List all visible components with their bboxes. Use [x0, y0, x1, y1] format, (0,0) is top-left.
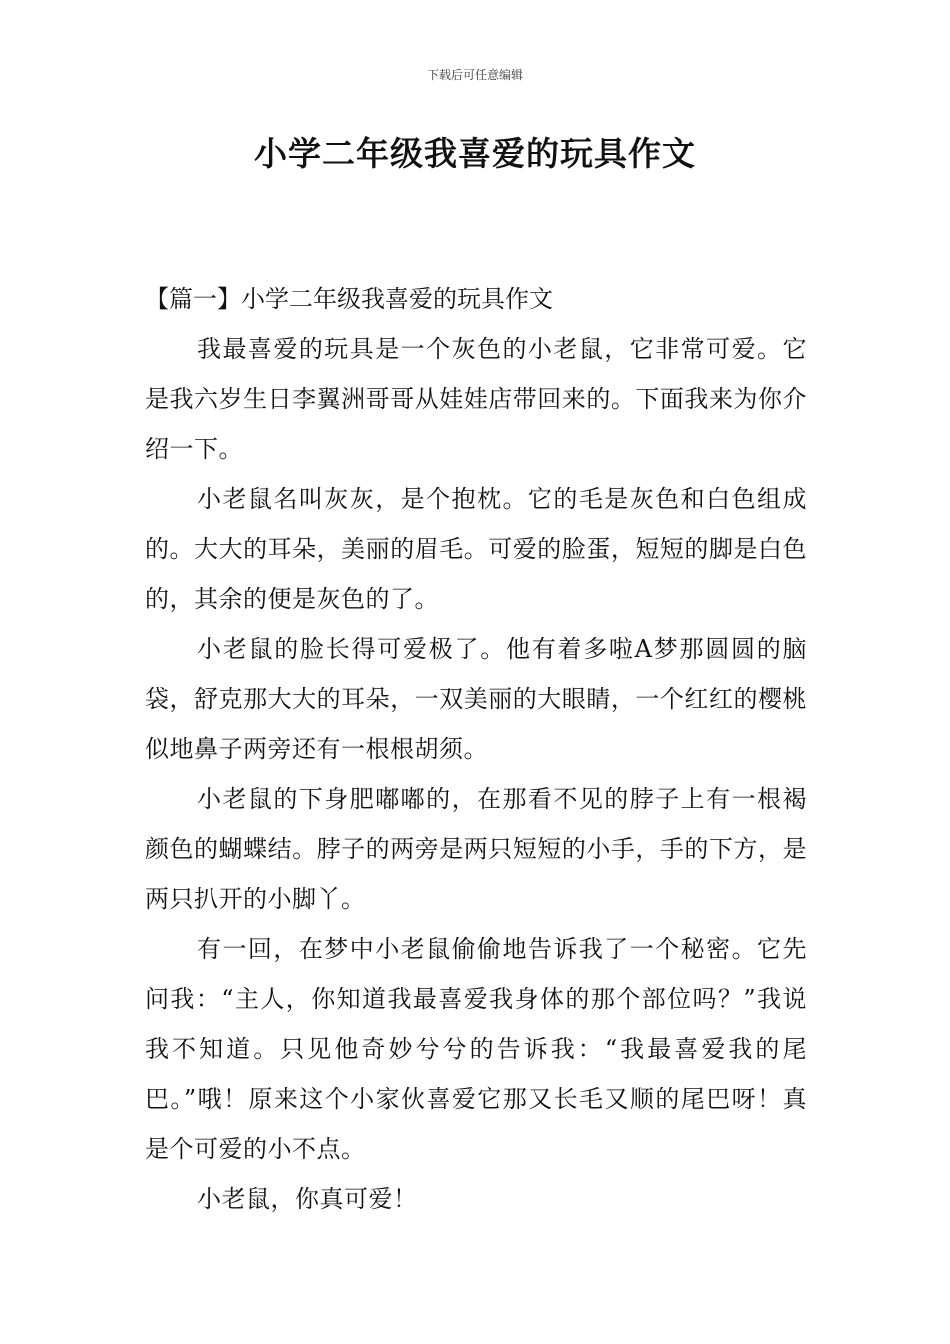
paragraph-1: 我最喜爱的玩具是一个灰色的小老鼠，它非常可爱。它是我六岁生日李翼洲哥哥从娃娃店带回来的。下面我来为你介绍一下。	[145, 335, 807, 463]
paragraph-6: 小老鼠，你真可爱！	[197, 1185, 418, 1213]
paragraph-4: 小老鼠的下身肥嘟嘟的，在那看不见的脖子上有一根褐颜色的蝴蝶结。脖子的两旁是两只短短的小手，手的下方，是两只扒开的小脚丫。	[145, 785, 807, 913]
document-title: 小学二年级我喜爱的玩具作文	[254, 134, 696, 173]
section-heading: 【篇一】小学二年级我喜爱的玩具作文	[145, 285, 553, 313]
paragraph-2: 小老鼠名叫灰灰，是个抱枕。它的毛是灰色和白色组成的。大大的耳朵，美丽的眉毛。可爱的脸蛋，短短的脚是白色的，其余的便是灰色的了。	[145, 485, 807, 613]
paragraph-3: 小老鼠的脸长得可爱极了。他有着多啦A梦那圆圆的脑袋，舒克那大大的耳朵，一双美丽的大眼睛，一个红红的樱桃似地鼻子两旁还有一根根胡须。	[145, 635, 807, 763]
article-body	[145, 274, 807, 1224]
header-note: 下载后可任意编辑	[426, 68, 523, 82]
paragraph-5: 有一回，在梦中小老鼠偷偷地告诉我了一个秘密。它先问我：“主人，你知道我最喜爱我身体的那个部位吗？”我说我不知道。只见他奇妙兮兮的告诉我：“我最喜爱我的尾巴。”哦！原来这个小家伙喜爱它那又长毛又顺的尾巴呀！真是个可爱的小不点。	[145, 935, 807, 1163]
